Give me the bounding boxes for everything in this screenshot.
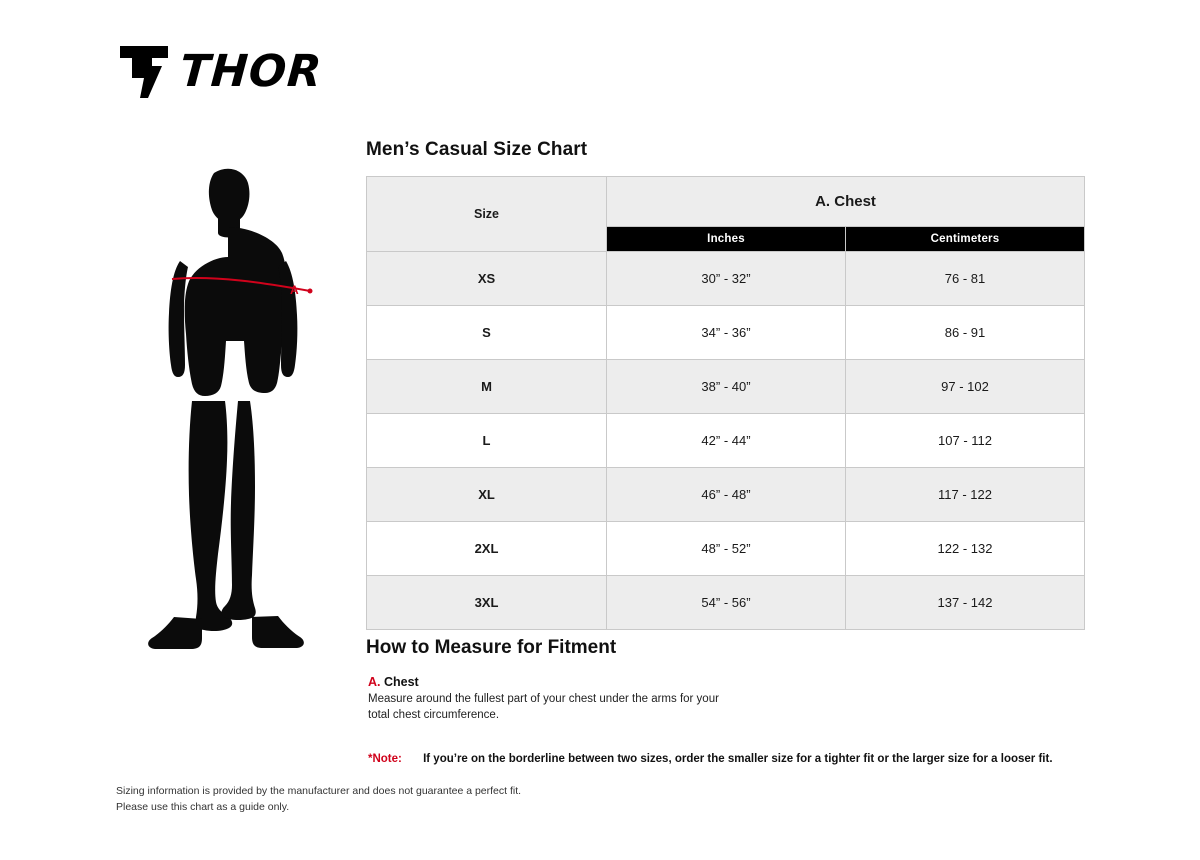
cell-cm: 137 - 142 [846, 576, 1085, 630]
cell-inches: 34” - 36” [607, 306, 846, 360]
table-row [367, 360, 1085, 414]
table-row [367, 576, 1085, 630]
cell-inches: 42” - 44” [607, 414, 846, 468]
cell-inches: 48” - 52” [607, 522, 846, 576]
table-row [367, 522, 1085, 576]
measure-desc-line-2: total chest circumference. [368, 708, 500, 721]
disclaimer [116, 783, 521, 816]
cell-inches: 54” - 56” [607, 576, 846, 630]
cell-inches: 30” - 32” [607, 252, 846, 306]
note-label: *Note: [368, 753, 402, 765]
brand-name: THOR [178, 46, 324, 97]
note-text: If you’re on the borderline between two sizes, order the smaller size for a tighter fit or the larger size for a looser fit. [423, 753, 1053, 765]
note-row [368, 753, 1053, 765]
cell-inches: 46” - 48” [607, 468, 846, 522]
table-header-row [367, 177, 1085, 227]
table-row [367, 414, 1085, 468]
header-chest-group: A. Chest [607, 177, 1085, 227]
cell-cm: 117 - 122 [846, 468, 1085, 522]
measure-item-heading [368, 675, 888, 689]
thor-t-logo-icon [118, 44, 170, 100]
header-inches: Inches [607, 227, 846, 252]
cell-size: XS [367, 252, 607, 306]
cell-size: S [367, 306, 607, 360]
cell-size: M [367, 360, 607, 414]
page-title: Men’s Casual Size Chart [366, 139, 588, 160]
how-to-measure-item [368, 675, 888, 723]
measure-desc-line-1: Measure around the fullest part of your chest under the arms for your [368, 693, 719, 705]
measure-item-description [368, 692, 888, 723]
measure-marker-a: A [290, 283, 299, 297]
table-row [367, 252, 1085, 306]
header-size: Size [367, 177, 607, 252]
disclaimer-line-2: Please use this chart as a guide only. [116, 801, 290, 814]
measure-item-marker: A. [368, 675, 381, 689]
male-silhouette-icon [130, 165, 340, 655]
cell-cm: 122 - 132 [846, 522, 1085, 576]
brand-logo [118, 44, 322, 100]
header-centimeters: Centimeters [846, 227, 1085, 252]
measure-item-label: Chest [383, 675, 419, 689]
cell-size: 2XL [367, 522, 607, 576]
disclaimer-line-1: Sizing information is provided by the manufacturer and does not guarantee a perfect fit. [116, 785, 522, 797]
cell-cm: 76 - 81 [846, 252, 1085, 306]
cell-cm: 97 - 102 [846, 360, 1085, 414]
cell-cm: 107 - 112 [846, 414, 1085, 468]
size-chart-table [366, 176, 1085, 630]
cell-size: XL [367, 468, 607, 522]
cell-size: 3XL [367, 576, 607, 630]
table-row [367, 306, 1085, 360]
how-to-measure-title: How to Measure for Fitment [366, 637, 617, 658]
cell-size: L [367, 414, 607, 468]
cell-inches: 38” - 40” [607, 360, 846, 414]
cell-cm: 86 - 91 [846, 306, 1085, 360]
body-figure [130, 165, 340, 655]
table-row [367, 468, 1085, 522]
